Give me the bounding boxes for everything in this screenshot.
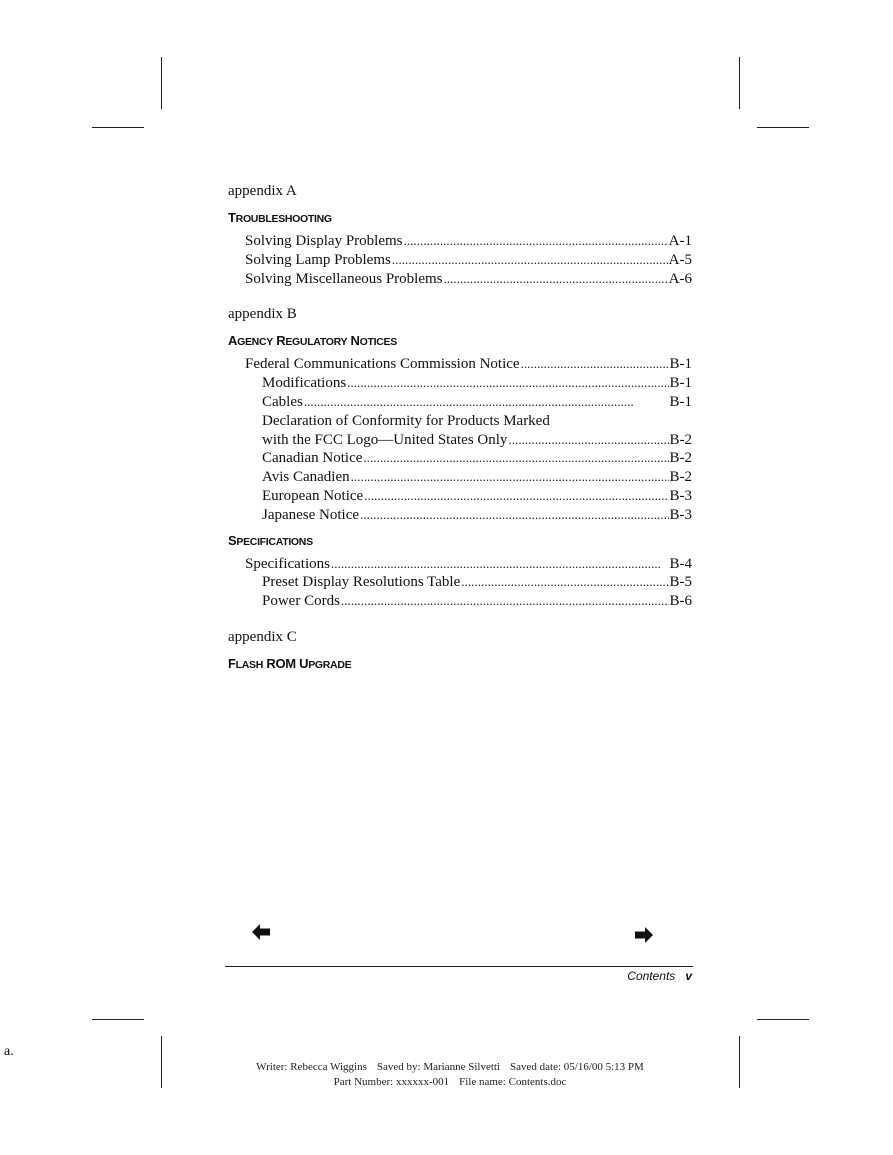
toc-entry-line2[interactable]: with the FCC Logo—United States Only . . . B-2 — [228, 431, 692, 450]
metadata-line-2 — [200, 1075, 700, 1090]
toc-entry-line1[interactable]: Declaration of Conformity for Products Marked — [262, 412, 550, 429]
toc-entry[interactable]: Federal Communications Commission Notice . . . B-1 — [228, 355, 692, 374]
saved-by-info: Saved by: Marianne Silvetti — [376, 1061, 500, 1073]
crop-mark-top-left-vertical — [161, 57, 162, 109]
crop-mark-bottom-left-vertical — [161, 1036, 162, 1088]
appendix-c-label: appendix C — [228, 628, 297, 645]
toc-entry[interactable]: Modifications . . . B-1 — [228, 374, 692, 393]
crop-mark-bottom-left-horizontal — [92, 1019, 144, 1020]
crop-mark-top-right-vertical — [739, 57, 740, 109]
arrow-right-icon[interactable] — [633, 924, 655, 946]
toc-entry[interactable]: Avis Canadien . . . B-2 — [228, 468, 692, 487]
arrow-left-icon[interactable] — [250, 921, 272, 943]
toc-entry[interactable]: Solving Display Problems . . . A-1 — [228, 232, 692, 251]
file-name-info: File name: Contents.doc — [459, 1076, 567, 1088]
section-heading-flash-rom-upgrade: FLASH ROM UPGRADE — [228, 655, 352, 671]
toc-entry[interactable]: Canadian Notice . . . B-2 — [228, 449, 692, 468]
part-number-info: Part Number: xxxxxx-001 — [333, 1076, 450, 1088]
toc-entry[interactable]: Japanese Notice . . . B-3 — [228, 506, 692, 525]
toc-entry[interactable]: Solving Lamp Problems . . . A-5 — [228, 251, 692, 270]
saved-date-info: Saved date: 05/16/00 5:13 PM — [510, 1061, 644, 1073]
toc-entry[interactable]: Preset Display Resolutions Table . . . B-5 — [228, 573, 692, 592]
toc-entry[interactable]: European Notice . . . B-3 — [228, 487, 692, 506]
margin-note: a. — [4, 1044, 14, 1059]
toc-entry[interactable]: Power Cords . . . B-6 — [228, 592, 692, 611]
toc-entry[interactable]: Solving Miscellaneous Problems . . . A-6 — [228, 270, 692, 289]
toc-entry[interactable]: Specifications . . . B-4 — [228, 555, 692, 574]
crop-mark-bottom-right-horizontal — [757, 1019, 809, 1020]
table-of-contents — [228, 182, 692, 678]
document-metadata — [200, 1060, 700, 1090]
appendix-a-label: appendix A — [228, 183, 297, 199]
footer-rule — [225, 966, 693, 967]
toc-entry[interactable]: Cables . . . B-1 — [228, 393, 692, 412]
crop-mark-bottom-right-vertical — [739, 1036, 740, 1088]
writer-info: Writer: Rebecca Wiggins — [256, 1061, 367, 1073]
crop-mark-top-right-horizontal — [757, 127, 809, 128]
section-heading-troubleshooting: TROUBLESHOOTING — [228, 210, 332, 225]
appendix-b-label: appendix B — [228, 306, 297, 323]
section-heading-specifications: SPECIFICATIONS — [228, 532, 313, 548]
footer-page-number: v — [685, 969, 692, 983]
section-heading-agency-regulatory-notices: AGENCY REGULATORY NOTICES — [228, 333, 397, 349]
crop-mark-top-left-horizontal — [92, 127, 144, 128]
footer-section-label: Contents — [627, 969, 676, 983]
metadata-line-1 — [200, 1060, 700, 1075]
running-footer — [560, 969, 692, 983]
